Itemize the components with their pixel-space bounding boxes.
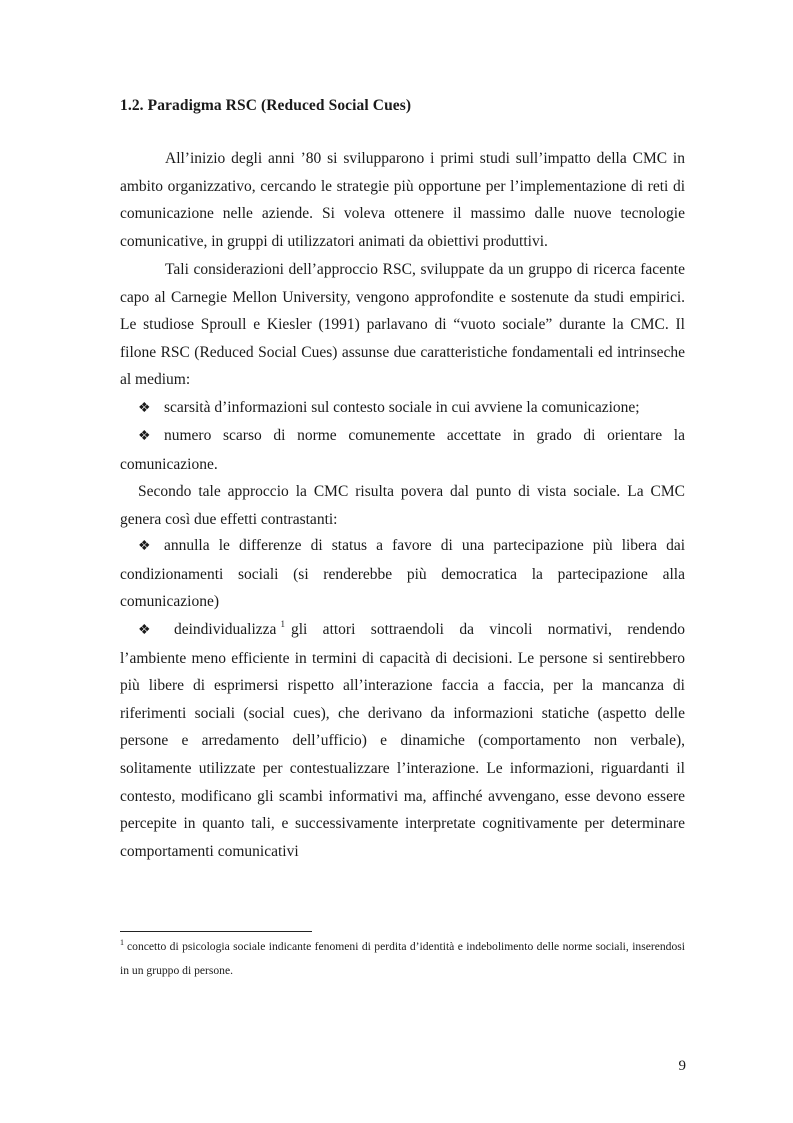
- bullet-lead-word: deindividualizza: [174, 621, 277, 638]
- paragraph-intro: All’inizio degli anni ’80 si svilupparono i primi studi sull’impatto della CMC in ambito organizzativo, cercando le strategie più opportune per l’implementazione di reti di comunicazione nelle aziende. Si voleva ottenere il massimo dalle nuove tecnologie comunicative, in gruppi di utilizzatori animati da obiettivi produttivi.: [120, 150, 685, 250]
- paragraph-effects: Secondo tale approccio la CMC risulta povera dal punto di vista sociale. La CMC genera così due effetti contrastanti:: [120, 483, 685, 528]
- diamond-bullet-icon: ❖: [138, 429, 151, 444]
- page-number: 9: [678, 1058, 686, 1074]
- section-heading: 1.2. Paradigma RSC (Reduced Social Cues): [120, 97, 412, 114]
- bullet-item: [120, 532, 685, 616]
- diamond-bullet-icon: ❖: [138, 623, 151, 638]
- diamond-bullet-icon: ❖: [138, 539, 151, 554]
- footnote: [120, 935, 685, 983]
- footnote-marker: 1: [120, 938, 124, 947]
- bullet-text: gli attori sottraendoli da vincoli normativi, rendendo l’ambiente meno efficiente in termini di capacità di decisioni. Le persone si sentirebbero più libere di esprimersi rispetto all’interazione faccia a faccia, per la mancanza di riferimenti sociali (social cues), che derivano da informazioni statiche (aspetto delle persone e arredamento dell’ufficio) e dinamiche (comportamento non verbale), solitamente utilizzate per contestualizzare l’interazione. Le informazioni, riguardanti il contesto, modificano gli scambi informativi ma, affinché avvengano, esse devono essere percepite in quanto tali, e successivamente interpretate cognitivamente per determinare comportamenti comunicativi: [120, 621, 685, 860]
- bullet-item: [120, 394, 685, 423]
- footnote-text: concetto di psicologia sociale indicante fenomeni di perdita d’identità e indebolimento delle norme sociali, inserendosi in un gruppo di persone.: [120, 940, 685, 977]
- bullet-text: scarsità d’informazioni sul contesto sociale in cui avviene la comunicazione;: [164, 399, 640, 416]
- paragraph-rsc-approach: Tali considerazioni dell’approccio RSC, sviluppate da un gruppo di ricerca facente capo al Carnegie Mellon University, vengono approfondite e sostenute da studi empirici. Le studiose Sproull e Kiesler (1991) parlavano di “vuoto sociale” durante la CMC. Il filone RSC (Reduced Social Cues) assunse due caratteristiche fondamentali ed intrinseche al medium:: [120, 261, 685, 389]
- diamond-bullet-icon: ❖: [138, 401, 151, 416]
- bullet-item: [120, 616, 685, 865]
- footnote-reference[interactable]: 1: [280, 619, 285, 629]
- bullet-text: annulla le differenze di status a favore di una partecipazione più libera dai condizionamenti sociali (si renderebbe più democratica la partecipazione alla comunicazione): [120, 537, 685, 611]
- footnote-divider: [120, 931, 312, 932]
- bullet-item: [120, 422, 685, 478]
- bullet-text: numero scarso di norme comunemente accettate in grado di orientare la comunicazione.: [120, 427, 685, 473]
